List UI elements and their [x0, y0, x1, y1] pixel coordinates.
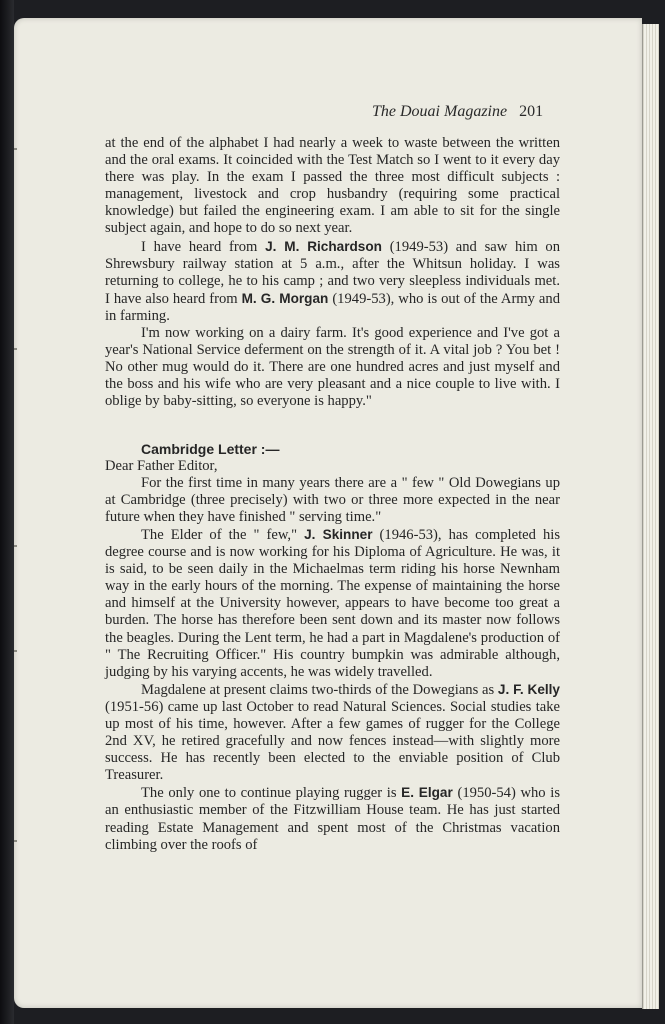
paragraph: [105, 784, 560, 853]
text-run: Magdalene at present claims two-thirds of the Dowegians as: [141, 681, 498, 698]
binding-stitch: [14, 650, 17, 652]
running-header: [372, 103, 543, 121]
book-spine: [0, 0, 14, 1024]
text-run: The only one to continue playing rugger is: [141, 785, 402, 802]
paragraph: [105, 681, 560, 785]
person-name: E. Elgar: [401, 785, 453, 801]
magazine-title: The Douai Magazine: [372, 103, 508, 120]
paragraph: For the first time in many years there are a " few " Old Dowegians up at Cambridge (three precisely) with two or three more expected in the near future when they have finished " serving time.": [105, 474, 560, 525]
person-name: J. F. Kelly: [497, 681, 560, 697]
paragraph: [105, 526, 560, 681]
paragraph: I'm now working on a dairy farm. It's good experience and I've got a year's National Service deferment on the strength of it. A vital job ? You bet ! No other mug would do it. There are one hundred acres and just myself and the boss and his wife who are very pleasant and a nice couple to live with. I oblige by baby-sitting, so everyone is happy.": [105, 325, 560, 410]
person-name: J. Skinner: [304, 526, 373, 542]
person-name: M. G. Morgan: [241, 290, 329, 306]
binding-stitch: [14, 545, 17, 547]
text-run: (1949-53) and saw him on Shrewsbury railway station at 5 a.m., after the Whitsun holiday. I was returning to college, he to his camp ; and two very sleepless individuals met. I have also heard from: [105, 238, 560, 307]
text-run: The Elder of the " few,": [141, 526, 305, 543]
binding-stitch: [14, 348, 17, 350]
salutation: Dear Father Editor,: [105, 457, 218, 474]
person-name: J. M. Richardson: [265, 238, 382, 254]
page-number: 201: [519, 103, 544, 120]
binding-stitch: [14, 148, 17, 150]
text-run: I have heard from: [141, 238, 266, 255]
text-run: (1949-53), who is out of the Army and in farming.: [105, 290, 560, 324]
paragraph: at the end of the alphabet I had nearly a week to waste between the written and the oral exams. It coincided with the Test Match so I went to it every day there was play. In the exam I passed the three most difficult subjects : management, livestock and crop husbandry (requiring some practical knowledge) but failed the engineering exam. I am able to sit for the single subject again, and hope to do so next year.: [105, 135, 560, 237]
paragraph: [105, 238, 560, 325]
article-body: [105, 135, 560, 854]
text-run: (1946-53), has completed his degree course and is now working for his Diploma of Agriculture. He was, it is said, to be seen daily in the Michaelmas term riding his horse Newnham way in the early hours of the morning. The expense of maintaining the horse and himself at the University however, appears to have become too great a burden. The horse has therefore been sent down and its master now follows the beagles. During the Lent term, he had a part in Magdalene's production of " The Recruiting Officer." His country bumpkin was admirable although, judging by his varying accents, he was widely travelled.: [105, 526, 560, 680]
text-run: (1951-56) came up last October to read Natural Sciences. Social studies take up most of his time, however. After a few games of rugger for the College 2nd XV, he retired gracefully and now fences instead—with slightly more success. He has recently been elected to the enviable position of Club Treasurer.: [105, 698, 560, 784]
page-edges: [642, 24, 659, 1009]
text-run: (1950-54) who is an enthusiastic member of the Fitzwilliam House team. He has just started reading Estate Management and spent most of the Christmas vacation climbing over the roofs of: [105, 785, 560, 853]
section-heading: Cambridge Letter :—: [141, 440, 280, 457]
binding-stitch: [14, 840, 17, 842]
